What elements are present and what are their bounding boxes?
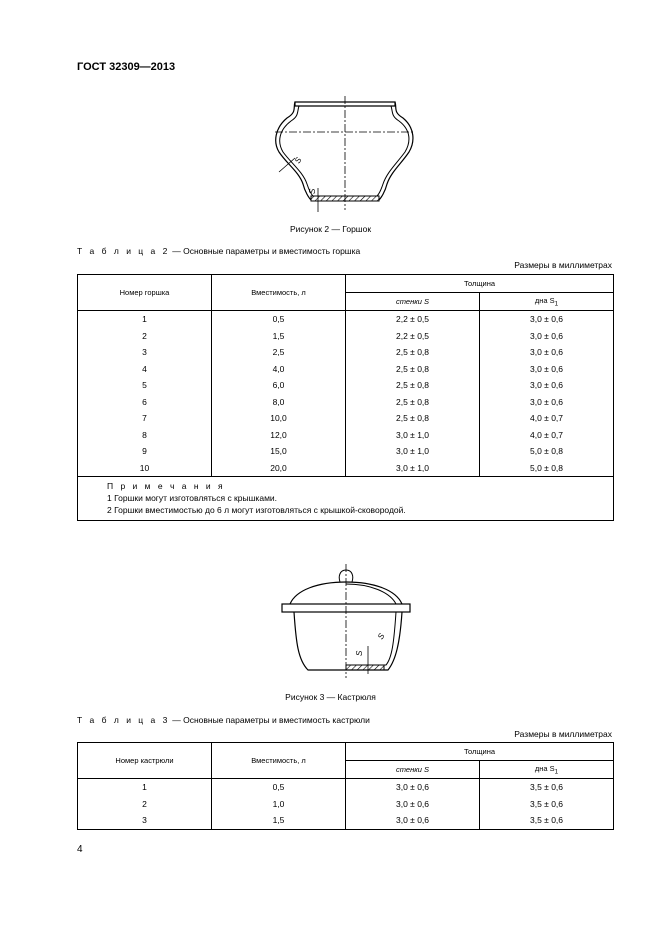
table-2-cell-cap: 2,5	[212, 344, 346, 361]
figure-2-pot-drawing	[265, 92, 415, 214]
table-2-header-bottom: дна S	[534, 295, 555, 305]
table-2-row	[78, 427, 614, 444]
notes-heading: П р и м е ч а н и я	[107, 481, 226, 491]
table-2-cell-n: 3	[78, 344, 212, 361]
table-2-cell-bottom: 3,0 ± 0,6	[480, 344, 614, 361]
table-2-cell-bottom: 3,0 ± 0,6	[480, 361, 614, 378]
table-2-cell-cap: 15,0	[212, 443, 346, 460]
table-3	[77, 742, 614, 830]
table-2-cell-n: 10	[78, 460, 212, 477]
table-2-cell-wall: 3,0 ± 1,0	[346, 460, 480, 477]
table-2-cell-bottom: 3,0 ± 0,6	[480, 328, 614, 345]
note-1: 1 Горшки могут изготовляться с крышками.	[107, 493, 278, 503]
table-2-row	[78, 328, 614, 345]
table-3-header-capacity: Вместимость, л	[212, 743, 346, 779]
table-2-cell-n: 1	[78, 311, 212, 328]
table-3-row	[78, 779, 614, 796]
table-2-cell-wall: 3,0 ± 1,0	[346, 443, 480, 460]
table-2-cell-n: 6	[78, 394, 212, 411]
table-2-label: Т а б л и ц а 2	[77, 246, 170, 256]
table-2-cell-bottom: 3,0 ± 0,6	[480, 394, 614, 411]
table-2	[77, 274, 614, 521]
table-2-cell-bottom: 5,0 ± 0,8	[480, 460, 614, 477]
table-2-notes	[78, 477, 614, 521]
table-2-cell-cap: 8,0	[212, 394, 346, 411]
table-2-row	[78, 410, 614, 427]
table-2-cell-cap: 10,0	[212, 410, 346, 427]
table-3-caption	[77, 715, 370, 725]
table-2-header-bottom-sub: 1	[554, 300, 559, 308]
table-2-header-capacity: Вместимость, л	[212, 275, 346, 311]
note-2: 2 Горшки вместимостью до 6 л могут изготовляться с крышкой-сковородой.	[107, 505, 406, 515]
table-2-cell-wall: 2,5 ± 0,8	[346, 394, 480, 411]
table-3-header-wall: стенки S	[395, 765, 430, 774]
table-2-cell-n: 5	[78, 377, 212, 394]
table-3-header-thickness: Толщина	[346, 743, 614, 761]
table-2-cell-wall: 2,5 ± 0,8	[346, 361, 480, 378]
table-2-cell-bottom: 3,0 ± 0,6	[480, 311, 614, 328]
figure-3-label-s: S	[375, 631, 387, 641]
table-3-cell-wall: 3,0 ± 0,6	[346, 796, 480, 813]
table-3-cell-bottom: 3,5 ± 0,6	[480, 812, 614, 829]
table-2-cell-wall: 2,5 ± 0,8	[346, 410, 480, 427]
table-2-cell-bottom: 5,0 ± 0,8	[480, 443, 614, 460]
table-3-units: Размеры в миллиметрах	[514, 729, 612, 739]
table-3-cell-cap: 0,5	[212, 779, 346, 796]
table-2-cell-n: 2	[78, 328, 212, 345]
table-3-label: Т а б л и ц а 3	[77, 715, 170, 725]
table-2-cell-bottom: 4,0 ± 0,7	[480, 427, 614, 444]
table-3-cell-n: 1	[78, 779, 212, 796]
table-2-header-thickness: Толщина	[346, 275, 614, 293]
table-2-caption	[77, 246, 360, 256]
figure-3-saucepan-drawing	[278, 562, 418, 682]
table-2-cell-n: 7	[78, 410, 212, 427]
figure-2-label-s: S	[292, 155, 304, 165]
table-3-header-number: Номер кастрюли	[78, 743, 212, 779]
table-3-cell-bottom: 3,5 ± 0,6	[480, 796, 614, 813]
figure-3-label-s1: S	[355, 650, 364, 656]
table-2-title: — Основные параметры и вместимость горшка	[169, 246, 361, 256]
table-2-row	[78, 361, 614, 378]
page-number: 4	[77, 844, 83, 855]
table-3-row	[78, 812, 614, 829]
table-3-cell-wall: 3,0 ± 0,6	[346, 812, 480, 829]
table-3-cell-n: 2	[78, 796, 212, 813]
table-3-cell-n: 3	[78, 812, 212, 829]
table-2-header-number: Номер горшка	[78, 275, 212, 311]
table-2-cell-wall: 2,5 ± 0,8	[346, 377, 480, 394]
table-2-cell-cap: 12,0	[212, 427, 346, 444]
table-2-cell-cap: 4,0	[212, 361, 346, 378]
table-3-header-bottom: дна S	[534, 763, 555, 773]
table-2-cell-n: 8	[78, 427, 212, 444]
table-2-cell-cap: 20,0	[212, 460, 346, 477]
table-2-header-wall: стенки S	[395, 297, 430, 306]
table-2-cell-n: 9	[78, 443, 212, 460]
table-2-cell-cap: 6,0	[212, 377, 346, 394]
table-2-row	[78, 311, 614, 328]
table-2-cell-bottom: 4,0 ± 0,7	[480, 410, 614, 427]
table-2-cell-n: 4	[78, 361, 212, 378]
table-2-row	[78, 443, 614, 460]
table-3-cell-bottom: 3,5 ± 0,6	[480, 779, 614, 796]
table-2-cell-cap: 0,5	[212, 311, 346, 328]
table-3-cell-cap: 1,0	[212, 796, 346, 813]
table-3-header-bottom-sub: 1	[554, 768, 559, 776]
table-2-cell-wall: 2,2 ± 0,5	[346, 328, 480, 345]
document-header: ГОСТ 32309—2013	[77, 61, 176, 73]
table-2-row	[78, 394, 614, 411]
figure-2-label-s1: S	[308, 188, 317, 194]
table-3-cell-cap: 1,5	[212, 812, 346, 829]
table-2-cell-wall: 3,0 ± 1,0	[346, 427, 480, 444]
table-2-row	[78, 377, 614, 394]
table-2-cell-wall: 2,2 ± 0,5	[346, 311, 480, 328]
table-2-row	[78, 460, 614, 477]
table-2-cell-cap: 1,5	[212, 328, 346, 345]
table-3-title: — Основные параметры и вместимость кастрюли	[169, 715, 370, 725]
table-2-row	[78, 344, 614, 361]
figure-2-caption: Рисунок 2 — Горшок	[289, 224, 372, 234]
figure-3-caption: Рисунок 3 — Кастрюля	[285, 692, 376, 702]
table-2-cell-wall: 2,5 ± 0,8	[346, 344, 480, 361]
table-2-cell-bottom: 3,0 ± 0,6	[480, 377, 614, 394]
table-3-cell-wall: 3,0 ± 0,6	[346, 779, 480, 796]
table-3-row	[78, 796, 614, 813]
table-2-units: Размеры в миллиметрах	[514, 260, 612, 270]
